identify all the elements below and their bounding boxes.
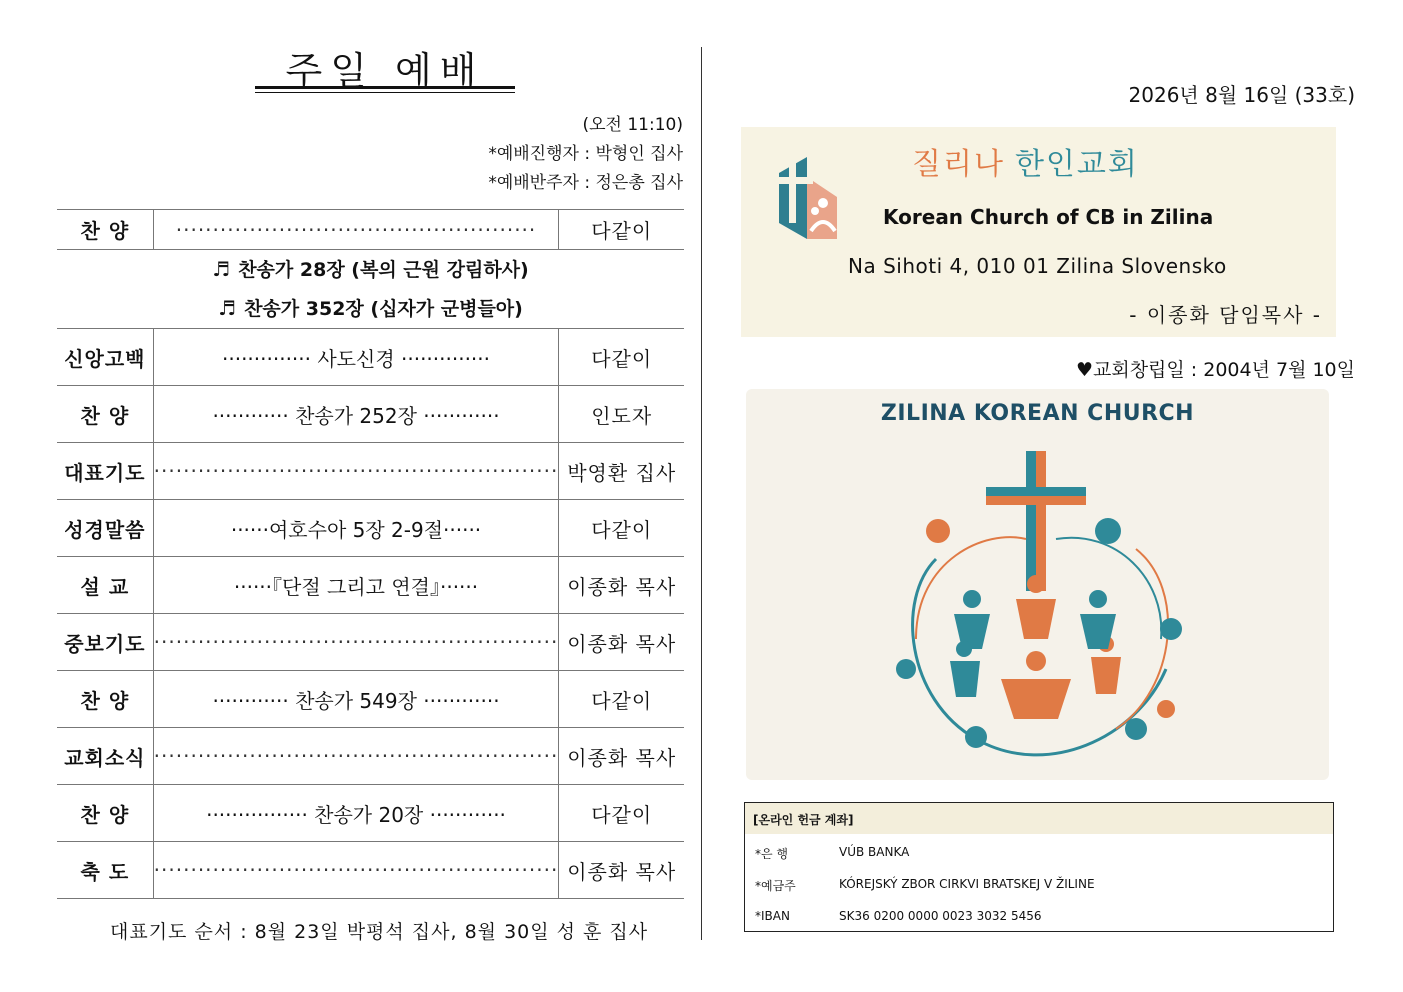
church-address: Na Sihoti 4, 010 01 Zilina Slovensko xyxy=(848,254,1227,278)
church-name-part2: 한인교회 xyxy=(1014,147,1139,182)
order-content: ················ 찬송가 20장 ············ xyxy=(153,785,559,842)
church-name-english: Korean Church of CB in Zilina xyxy=(883,205,1214,229)
order-item: 찬 양 xyxy=(57,671,153,728)
hymn-text: 찬송가 28장 (복의 근원 강림하사) xyxy=(238,259,529,281)
church-info-card xyxy=(741,127,1336,337)
founding-date: ♥교회창립일 : 2004년 7월 10일 xyxy=(1075,359,1355,381)
church-poster xyxy=(746,389,1329,780)
church-name-korean xyxy=(912,139,1139,183)
table-row xyxy=(57,443,684,500)
hymn-list xyxy=(57,250,684,329)
table-row xyxy=(57,557,684,614)
order-by: 이종화 목사 xyxy=(559,614,684,671)
order-by: 다같이 xyxy=(559,785,684,842)
prayer-schedule-note: 대표기도 순서 : 8월 23일 박평석 집사, 8월 30일 성 훈 집사 xyxy=(110,921,649,943)
hymn-list-row xyxy=(57,250,684,329)
church-pastor: - 이종화 담임목사 - xyxy=(1129,303,1322,327)
order-content: ······여호수아 5장 2-9절······ xyxy=(153,500,559,557)
order-item: 축 도 xyxy=(57,842,153,899)
issue-date: 2026년 8월 16일 (33호) xyxy=(1128,83,1355,107)
service-time: (오전 11:10) xyxy=(582,115,683,135)
order-by: 이종화 목사 xyxy=(559,728,684,785)
table-row xyxy=(57,386,684,443)
bank-label: *예금주 xyxy=(755,879,796,893)
order-content: ······················································· xyxy=(153,842,559,899)
order-content: ················································· xyxy=(153,210,559,250)
bank-value: KÓREJSKÝ ZBOR CIRKVI BRATSKEJ V ŽILINE xyxy=(839,877,1095,891)
order-by: 다같이 xyxy=(559,329,684,386)
table-row xyxy=(57,785,684,842)
bank-label: *은 행 xyxy=(755,847,788,861)
order-by: 다같이 xyxy=(559,500,684,557)
order-by: 다같이 xyxy=(559,210,684,250)
order-by: 다같이 xyxy=(559,671,684,728)
church-logo-icon xyxy=(771,151,841,243)
order-item: 교회소식 xyxy=(57,728,153,785)
church-name-part1: 질리나 xyxy=(912,147,1005,182)
order-content: ······················································· xyxy=(153,614,559,671)
order-content: ······················································· xyxy=(153,443,559,500)
order-content: ······『단절 그리고 연결』······ xyxy=(153,557,559,614)
order-item: 찬 양 xyxy=(57,210,153,250)
order-item: 중보기도 xyxy=(57,614,153,671)
bank-value: SK36 0200 0000 0023 3032 5456 xyxy=(839,909,1042,923)
order-item: 대표기도 xyxy=(57,443,153,500)
bank-value: VÚB BANKA xyxy=(839,845,910,859)
hymn-line xyxy=(57,250,684,289)
order-of-service-table xyxy=(57,209,684,899)
poster-title: ZILINA KOREAN CHURCH xyxy=(880,401,1195,426)
order-item: 찬 양 xyxy=(57,785,153,842)
order-content: ············ 찬송가 549장 ············ xyxy=(153,671,559,728)
page-divider xyxy=(701,47,702,940)
order-item: 설 교 xyxy=(57,557,153,614)
order-content: ······················································· xyxy=(153,728,559,785)
table-row xyxy=(57,500,684,557)
table-row xyxy=(57,842,684,899)
bank-label: *IBAN xyxy=(755,909,790,923)
music-note-icon: ♬ xyxy=(218,296,237,320)
table-row xyxy=(57,671,684,728)
order-content: ············ 찬송가 252장 ············ xyxy=(153,386,559,443)
table-row xyxy=(57,614,684,671)
order-content: ·············· 사도신경 ·············· xyxy=(153,329,559,386)
service-accompanist: *예배반주자 : 정은총 집사 xyxy=(488,173,683,193)
table-row xyxy=(57,329,684,386)
order-by: 이종화 목사 xyxy=(559,557,684,614)
order-by: 인도자 xyxy=(559,386,684,443)
title-underline xyxy=(255,86,515,89)
page-title: 주일 예배 xyxy=(285,49,485,93)
order-item: 성경말씀 xyxy=(57,500,153,557)
table-row xyxy=(57,728,684,785)
hymn-text: 찬송가 352장 (십자가 군병들아) xyxy=(244,298,523,320)
online-offering-account xyxy=(744,802,1334,932)
table-row xyxy=(57,210,684,250)
title-underline-thin xyxy=(255,92,515,93)
order-by: 이종화 목사 xyxy=(559,842,684,899)
order-item: 신앙고백 xyxy=(57,329,153,386)
bank-title: [온라인 헌금 계좌] xyxy=(753,813,854,827)
cross-people-illustration xyxy=(876,439,1196,769)
order-item: 찬 양 xyxy=(57,386,153,443)
music-note-icon: ♬ xyxy=(212,257,231,281)
service-leader: *예배진행자 : 박형인 집사 xyxy=(488,144,683,164)
order-by: 박영환 집사 xyxy=(559,443,684,500)
hymn-line xyxy=(57,289,684,328)
